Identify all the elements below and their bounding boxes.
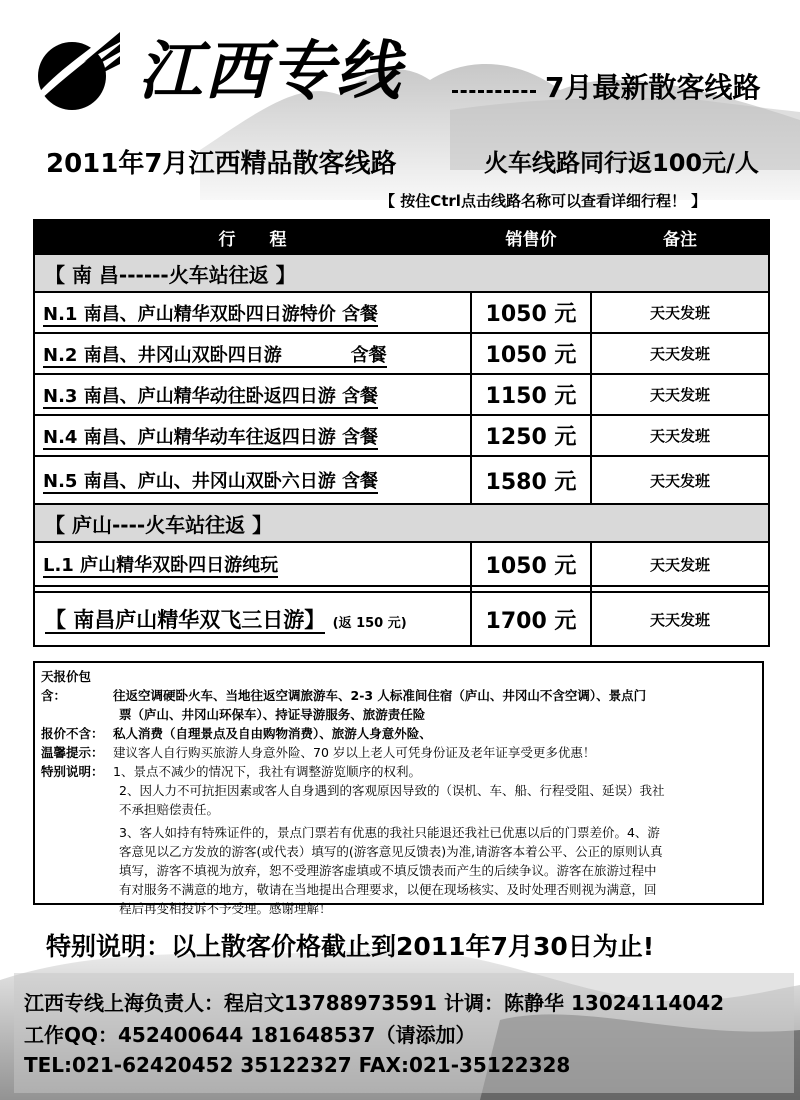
route-link[interactable]: N.4 南昌、庐山精华动车往返四日游 含餐 — [43, 426, 378, 448]
special-item-3e: 程后再变相投诉不予受理。感谢理解！ — [119, 901, 332, 916]
special-item-3d: 有对服务不满意的地方，敬请在当地提出合理要求，以便在现场核实、及时处理否则视为满意，回 — [119, 882, 657, 897]
remark-cell: 天天发班 — [591, 292, 769, 333]
price-cell: 1050 元 — [471, 333, 591, 374]
headline: 2011年7月江西精品散客线路 — [46, 149, 397, 179]
col-header-remark: 备注 — [591, 220, 769, 254]
sail-logo-icon — [26, 22, 122, 112]
table-header-row — [34, 220, 769, 254]
contact-phone-fax-line: TEL:021-62420452 35122327 FAX:021-35122328 — [24, 1053, 571, 1077]
contact-qq-line: 工作QQ：452400644 181648537（请添加） — [24, 1023, 476, 1047]
special-item-3c: 填写，游客不填视为放弃，恕不受理游客虚填或不填反馈表而产生的后续争议。游客在旅游过程中 — [119, 863, 657, 878]
terms-notes-box — [33, 661, 764, 916]
special-item-2a: 2、因人力不可抗拒因素或客人自身遇到的客观原因导致的（误机、车、船、行程受阻、延误）我社 — [119, 783, 665, 798]
special-item-2b: 不承担赔偿责任。 — [119, 802, 220, 817]
included-text: 往返空调硬卧火车、当地往返空调旅游车、2-3 人标准间住宿（庐山、井冈山不含空调）、景点门 — [113, 688, 647, 703]
title-dash-divider — [452, 90, 536, 93]
tips-label: 温馨提示： — [41, 745, 104, 760]
brand-subtitle: 7月最新散客线路 — [545, 71, 761, 104]
col-header-itinerary: 行 程 — [34, 220, 471, 254]
route-link[interactable]: N.5 南昌、庐山、井冈山双卧六日游 含餐 — [43, 471, 378, 492]
refund-note: (返 150 元) — [332, 616, 407, 631]
remark-cell: 天天发班 — [591, 415, 769, 456]
route-price-table — [33, 219, 770, 647]
special-item-3a: 3、客人如持有特殊证件的，景点门票若有优惠的我社只能退还我社已优惠以后的门票差价。4、游 — [119, 825, 660, 840]
table-row[interactable] — [34, 456, 769, 504]
remark-cell: 天天发班 — [591, 374, 769, 415]
table-row[interactable] — [34, 415, 769, 456]
remark-cell: 天天发班 — [591, 592, 769, 646]
special-item-3b: 客意见以乙方发放的游客(或代表）填写的(游客意见反馈表)为准,请游客本着公平、公正的原则认真 — [119, 844, 663, 859]
price-cell: 1250 元 — [471, 415, 591, 456]
table-row-flight[interactable] — [34, 592, 769, 646]
section-nanchang-header: 【 南 昌------火车站往返 】 — [34, 254, 769, 292]
col-header-price: 销售价 — [471, 220, 591, 254]
contact-panel — [14, 973, 794, 1093]
route-link[interactable]: N.1 南昌、庐山精华双卧四日游特价 含餐 — [43, 303, 378, 325]
brand-title: 江西专线 — [138, 35, 402, 109]
price-deadline-notice: 特别说明：以上散客价格截止到2011年7月30日为止! — [46, 932, 655, 961]
route-link[interactable]: N.2 南昌、井冈山双卧四日游 含餐 — [43, 344, 387, 366]
price-cell: 1050 元 — [471, 292, 591, 333]
table-row[interactable] — [34, 333, 769, 374]
special-label: 特别说明： — [41, 764, 104, 779]
route-link[interactable]: 【 南昌庐山精华双飞三日游】 — [45, 608, 326, 632]
route-link[interactable]: L.1 庐山精华双卧四日游纯玩 — [43, 555, 279, 576]
contact-manager-line: 江西专线上海负责人：程启文13788973591 计调：陈静华 13024114042 — [24, 991, 725, 1015]
included-label: 天报价包含： — [41, 669, 92, 703]
table-row[interactable] — [34, 374, 769, 415]
excluded-text: 私人消费（自理景点及自由购物消费）、旅游人身意外险、 — [113, 726, 432, 741]
table-row[interactable] — [34, 292, 769, 333]
route-link[interactable]: N.3 南昌、庐山精华动往卧返四日游 含餐 — [43, 385, 378, 407]
table-row[interactable] — [34, 542, 769, 586]
price-cell: 1580 元 — [471, 456, 591, 504]
price-cell: 1700 元 — [471, 592, 591, 646]
special-item-1: 1、景点不减少的情况下，我社有调整游览顺序的权利。 — [113, 764, 421, 779]
section-lushan-header: 【 庐山----火车站往返 】 — [34, 504, 769, 542]
headline-note: 火车线路同行返100元/人 — [484, 149, 759, 177]
tips-text: 建议客人自行购买旅游人身意外险、70 岁以上老人可凭身份证及老年证享受更多优惠！ — [113, 745, 596, 760]
price-cell: 1150 元 — [471, 374, 591, 415]
remark-cell: 天天发班 — [591, 456, 769, 504]
price-cell: 1050 元 — [471, 542, 591, 586]
remark-cell: 天天发班 — [591, 542, 769, 586]
remark-cell: 天天发班 — [591, 333, 769, 374]
excluded-label: 报价不含： — [41, 726, 104, 741]
ctrl-click-hint: 【 按住Ctrl点击线路名称可以查看详细行程！ 】 — [380, 192, 707, 210]
included-text-2: 票（庐山、井冈山环保车）、持证导游服务、旅游责任险 — [119, 707, 426, 722]
